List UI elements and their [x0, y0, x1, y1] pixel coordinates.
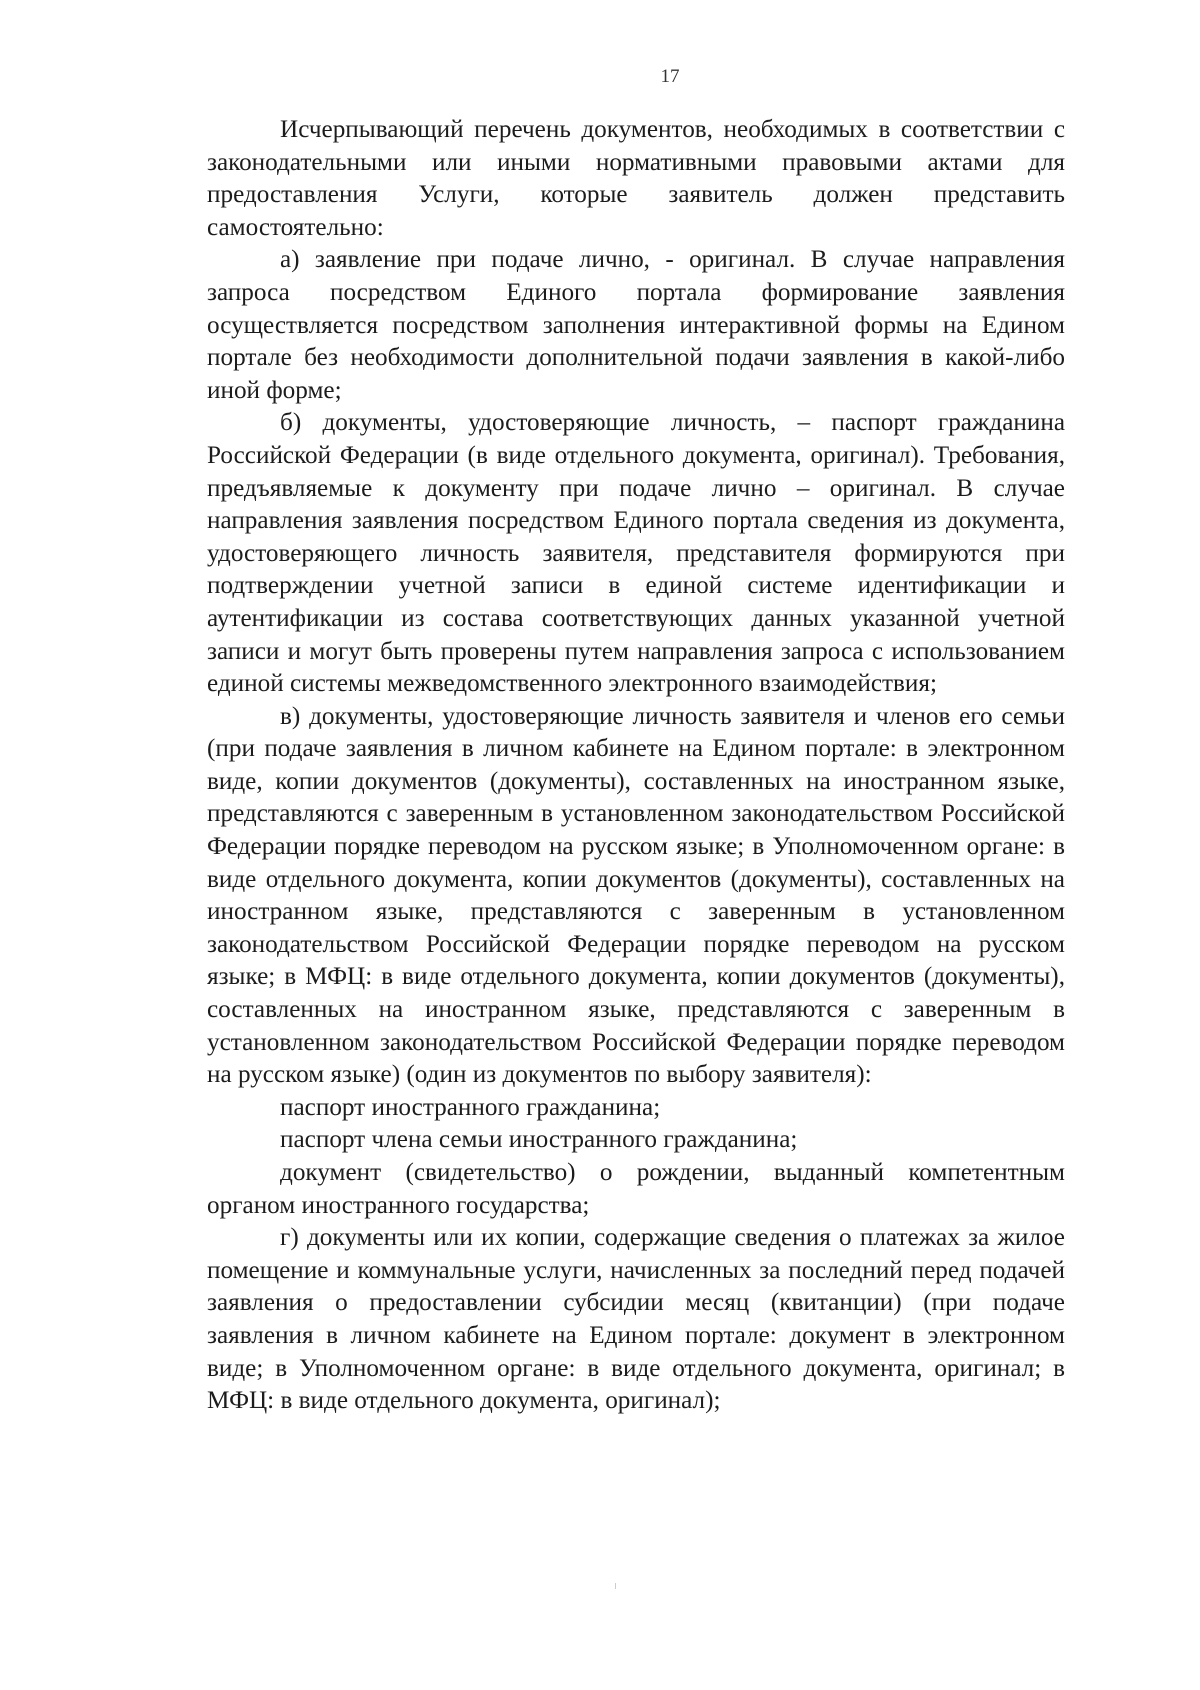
item-a-paragraph: а) заявление при подаче лично, - оригинал. В случае направления запроса посредством Единого портала формирование заявления осуществляется посредством заполнения интерактивной формы на Едином портале без необходимости дополнительной подачи заявления в какой-либо иной форме;	[207, 246, 1065, 404]
page-number: 17	[660, 66, 680, 87]
list-item-family-member-passport: паспорт члена семьи иностранного гражданина;	[280, 1126, 798, 1154]
item-v-paragraph: в) документы, удостоверяющие личность заявителя и членов его семьи (при подаче заявления в личном кабинете на Едином портале: в электронном виде, копии документов (документы), составленных на иностранном языке, представляются с заверенным в установленном законодательством Российской Федерации порядке переводом на русском языке; в Уполномоченном органе: в виде отдельного документа, копии документов (документы), составленных на иностранном языке, представляются с заверенным в установленном законодательством Российской Федерации порядке переводом на русском языке; в МФЦ: в виде отдельного документа, копии документов (документы), составленных на иностранном языке, представляются с заверенным в установленном законодательством Российской Федерации порядке переводом на русском языке) (один из документов по выбору заявителя):	[207, 702, 1065, 1089]
document-body	[207, 114, 1065, 1418]
list-item-foreign-passport: паспорт иностранного гражданина;	[280, 1093, 661, 1121]
intro-paragraph: Исчерпывающий перечень документов, необходимых в соответствии с законодательными или иными нормативными правовыми актами для предоставления Услуги, которые заявитель должен представить самостоятельно:	[207, 116, 1065, 241]
list-item-birth-certificate: документ (свидетельство) о рождении, выданный компетентным органом иностранного государства;	[207, 1159, 1065, 1219]
scan-speck	[615, 1583, 616, 1589]
item-g-paragraph: г) документы или их копии, содержащие сведения о платежах за жилое помещение и коммунальные услуги, начисленных за последний перед подачей заявления о предоставлении субсидии месяц (квитанции) (при подаче заявления в личном кабинете на Едином портале: документ в электронном виде; в Уполномоченном органе: в виде отдельного документа, оригинал; в МФЦ: в виде отдельного документа, оригинал);	[207, 1224, 1065, 1415]
item-b-paragraph: б) документы, удостоверяющие личность, – паспорт гражданина Российской Федерации (в виде отдельного документа, оригинал). Требования, предъявляемые к документу при подаче лично – оригинал. В случае направления заявления посредством Единого портала сведения из документа, удостоверяющего личность заявителя, представителя формируются при подтверждении учетной записи в единой системе идентификации и аутентификации из состава соответствующих данных указанной учетной записи и могут быть проверены путем направления запроса с использованием единой системы межведомственного электронного взаимодействия;	[207, 409, 1065, 698]
